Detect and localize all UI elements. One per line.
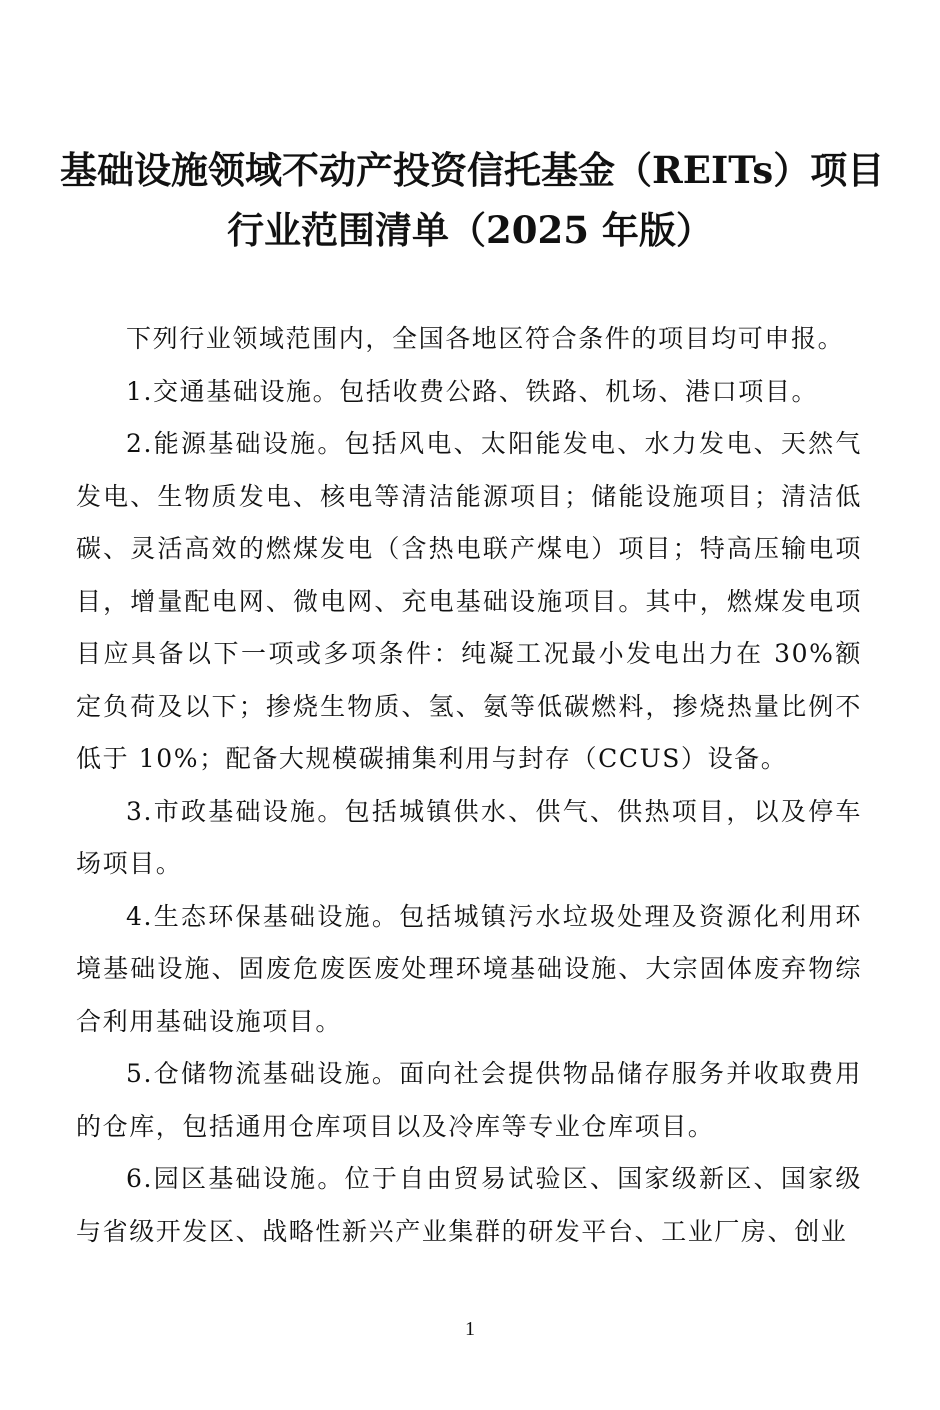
title-line-2: 行业范围清单（2025 年版） <box>227 208 713 252</box>
title-line-1: 基础设施领域不动产投资信托基金（REITs）项目 <box>60 148 885 192</box>
item-municipal-paragraph: 3.市政基础设施。包括城镇供水、供气、供热项目，以及停车场项目。 <box>76 796 862 878</box>
document-title <box>60 140 885 260</box>
item-transport-paragraph: 1.交通基础设施。包括收费公路、铁路、机场、港口项目。 <box>126 376 819 406</box>
item-industrial-park-paragraph: 6.园区基础设施。位于自由贸易试验区、国家级新区、国家级与省级开发区、战略性新兴产业集群的研发平台、工业厂房、创业 <box>76 1164 862 1246</box>
document-body <box>76 313 862 1258</box>
item-energy-paragraph: 2.能源基础设施。包括风电、太阳能发电、水力发电、天然气发电、生物质发电、核电等清洁能源项目；储能设施项目；清洁低碳、灵活高效的燃煤发电（含热电联产煤电）项目；特高压输电项目，增量配电网、微电网、充电基础设施项目。其中，燃煤发电项目应具备以下一项或多项条件：纯凝工况最小发电出力在 30%额定负荷及以下；掺烧生物质、氢、氨等低碳燃料，掺烧热量比例不低于 10%；配备大规模碳捕集利用与封存（CCUS）设备。 <box>76 429 862 773</box>
item-warehouse-logistics-paragraph: 5.仓储物流基础设施。面向社会提供物品储存服务并收取费用的仓库，包括通用仓库项目以及冷库等专业仓库项目。 <box>76 1059 862 1141</box>
item-eco-environment-paragraph: 4.生态环保基础设施。包括城镇污水垃圾处理及资源化利用环境基础设施、固废危废医废处理环境基础设施、大宗固体废弃物综合利用基础设施项目。 <box>76 901 862 1036</box>
page-number: 1 <box>465 1318 475 1340</box>
intro-paragraph: 下列行业领域范围内，全国各地区符合条件的项目均可申报。 <box>126 324 845 353</box>
